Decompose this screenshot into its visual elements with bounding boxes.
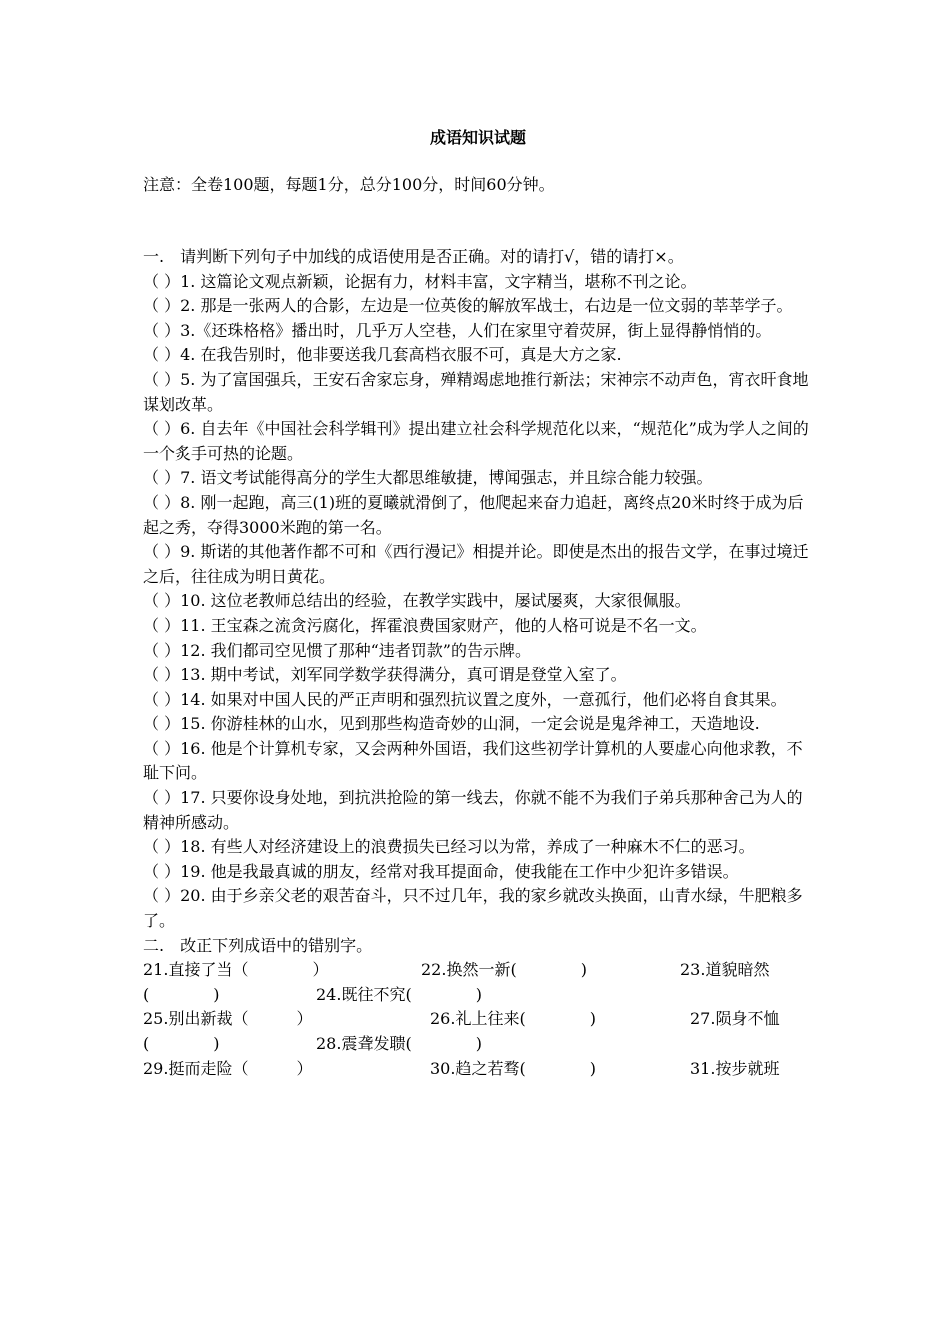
correction-item-23-blank: ( ) (143, 984, 220, 1004)
exam-notice: 注意：全卷100题，每题1分，总分100分，时间60分钟。 (143, 175, 555, 194)
question-14: （ ）14. 如果对中国人民的严正声明和强烈抗议置之度外，一意孤行，他们必将自食其果。 (143, 689, 787, 709)
question-12: （ ）12. 我们都司空见惯了那种“违者罚款”的告示牌。 (143, 640, 531, 660)
question-7: （ ）7. 语文考试能得高分的学生大都思维敏捷，博闻强志，并且综合能力较强。 (143, 468, 713, 488)
correction-item-29: 29.挺而走险（ ） (143, 1058, 313, 1078)
correction-row (143, 1057, 813, 1082)
question-17: （ ）17. 只要你设身处地，到抗洪抢险的第一线去，你就不能不为我们子弟兵那种舍己为人的精神所感动。 (143, 788, 803, 832)
correction-row (143, 1007, 813, 1032)
correction-item-26: 26.礼上往来( ) (430, 1009, 596, 1029)
question-15: （ ）15. 你游桂林的山水，见到那些构造奇妙的山洞，一定会说是鬼斧神工，天造地设. (143, 714, 760, 734)
question-11: （ ）11. 王宝森之流贪污腐化，挥霍浪费国家财产，他的人格可说是不名一文。 (143, 615, 707, 635)
correction-item-24: 24.既往不究( ) (316, 984, 482, 1004)
question-3: （ ）3.《还珠格格》播出时，几乎万人空巷，人们在家里守着荧屏，街上显得静悄悄的。 (143, 320, 772, 340)
question-6: （ ）6. 自去年《中国社会科学辑刊》提出建立社会科学规范化以来，“规范化”成为学人之间的一个炙手可热的论题。 (143, 419, 809, 463)
section-2-heading: 二. 改正下列成语中的错别字。 (143, 935, 373, 955)
page-title: 成语知识试题 (429, 128, 526, 147)
question-5: （ ）5. 为了富国强兵，王安石舍家忘身，殚精竭虑地推行新法；宋神宗不动声色，宵衣旰食地谋划改革。 (143, 369, 809, 414)
correction-item-27-blank: ( ) (143, 1034, 220, 1053)
correction-item-21: 21.直接了当（ ） (143, 960, 329, 980)
correction-row (143, 958, 813, 983)
correction-item-27: 27.陨身不恤 (690, 1009, 780, 1029)
section-1-heading: 一. 请判断下列句子中加线的成语使用是否正确。对的请打√，错的请打×。 (143, 247, 684, 266)
correction-item-28: 28.震聋发聩( ) (316, 1034, 482, 1053)
exam-content (143, 245, 813, 1081)
question-9: （ ）9. 斯诺的其他著作都不可和《西行漫记》相提并论。即使是杰出的报告文学，在事过境迁之后，往往成为明日黄花。 (143, 542, 809, 586)
question-13: （ ）13. 期中考试，刘军同学数学获得满分，真可谓是登堂入室了。 (143, 665, 627, 685)
question-4: （ ）4. 在我告别时，他非要送我几套高档衣服不可，真是大方之家. (143, 345, 622, 365)
question-16: （ ）16. 他是个计算机专家，又会两种外国语，我们这些初学计算机的人要虚心向他求教，不耻下问。 (143, 738, 803, 783)
correction-item-31: 31.按步就班 (690, 1058, 780, 1078)
question-19: （ ）19. 他是我最真诚的朋友，经常对我耳提面命，使我能在工作中少犯许多错误。 (143, 861, 739, 881)
question-20: （ ）20. 由于乡亲父老的艰苦奋斗，只不过几年，我的家乡就改头换面，山青水绿，牛肥粮多了。 (143, 886, 803, 931)
question-10: （ ）10. 这位老教师总结出的经验，在教学实践中，屡试屡爽，大家很佩服。 (143, 591, 691, 611)
question-1: （ ）1. 这篇论文观点新颖，论据有力，材料丰富，文字精当，堪称不刊之论。 (143, 271, 697, 291)
correction-item-25: 25.别出新裁（ ） (143, 1009, 313, 1029)
question-8: （ ）8. 刚一起跑，高三(1)班的夏曦就滑倒了，他爬起来奋力追赶，离终点20米时终于成为后起之秀，夺得3000米跑的第一名。 (143, 492, 804, 537)
correction-row (143, 983, 813, 1008)
question-18: （ ）18. 有些人对经济建设上的浪费损失已经习以为常，养成了一种麻木不仁的恶习。 (143, 837, 755, 857)
correction-item-23: 23.道貌暗然 (680, 960, 770, 980)
question-2: （ ）2. 那是一张两人的合影，左边是一位英俊的解放军战士，右边是一位文弱的莘莘学子。 (143, 296, 793, 316)
correction-item-22: 22.换然一新( ) (421, 960, 587, 980)
correction-row (143, 1032, 813, 1057)
correction-item-30: 30.趋之若骛( ) (430, 1058, 596, 1078)
